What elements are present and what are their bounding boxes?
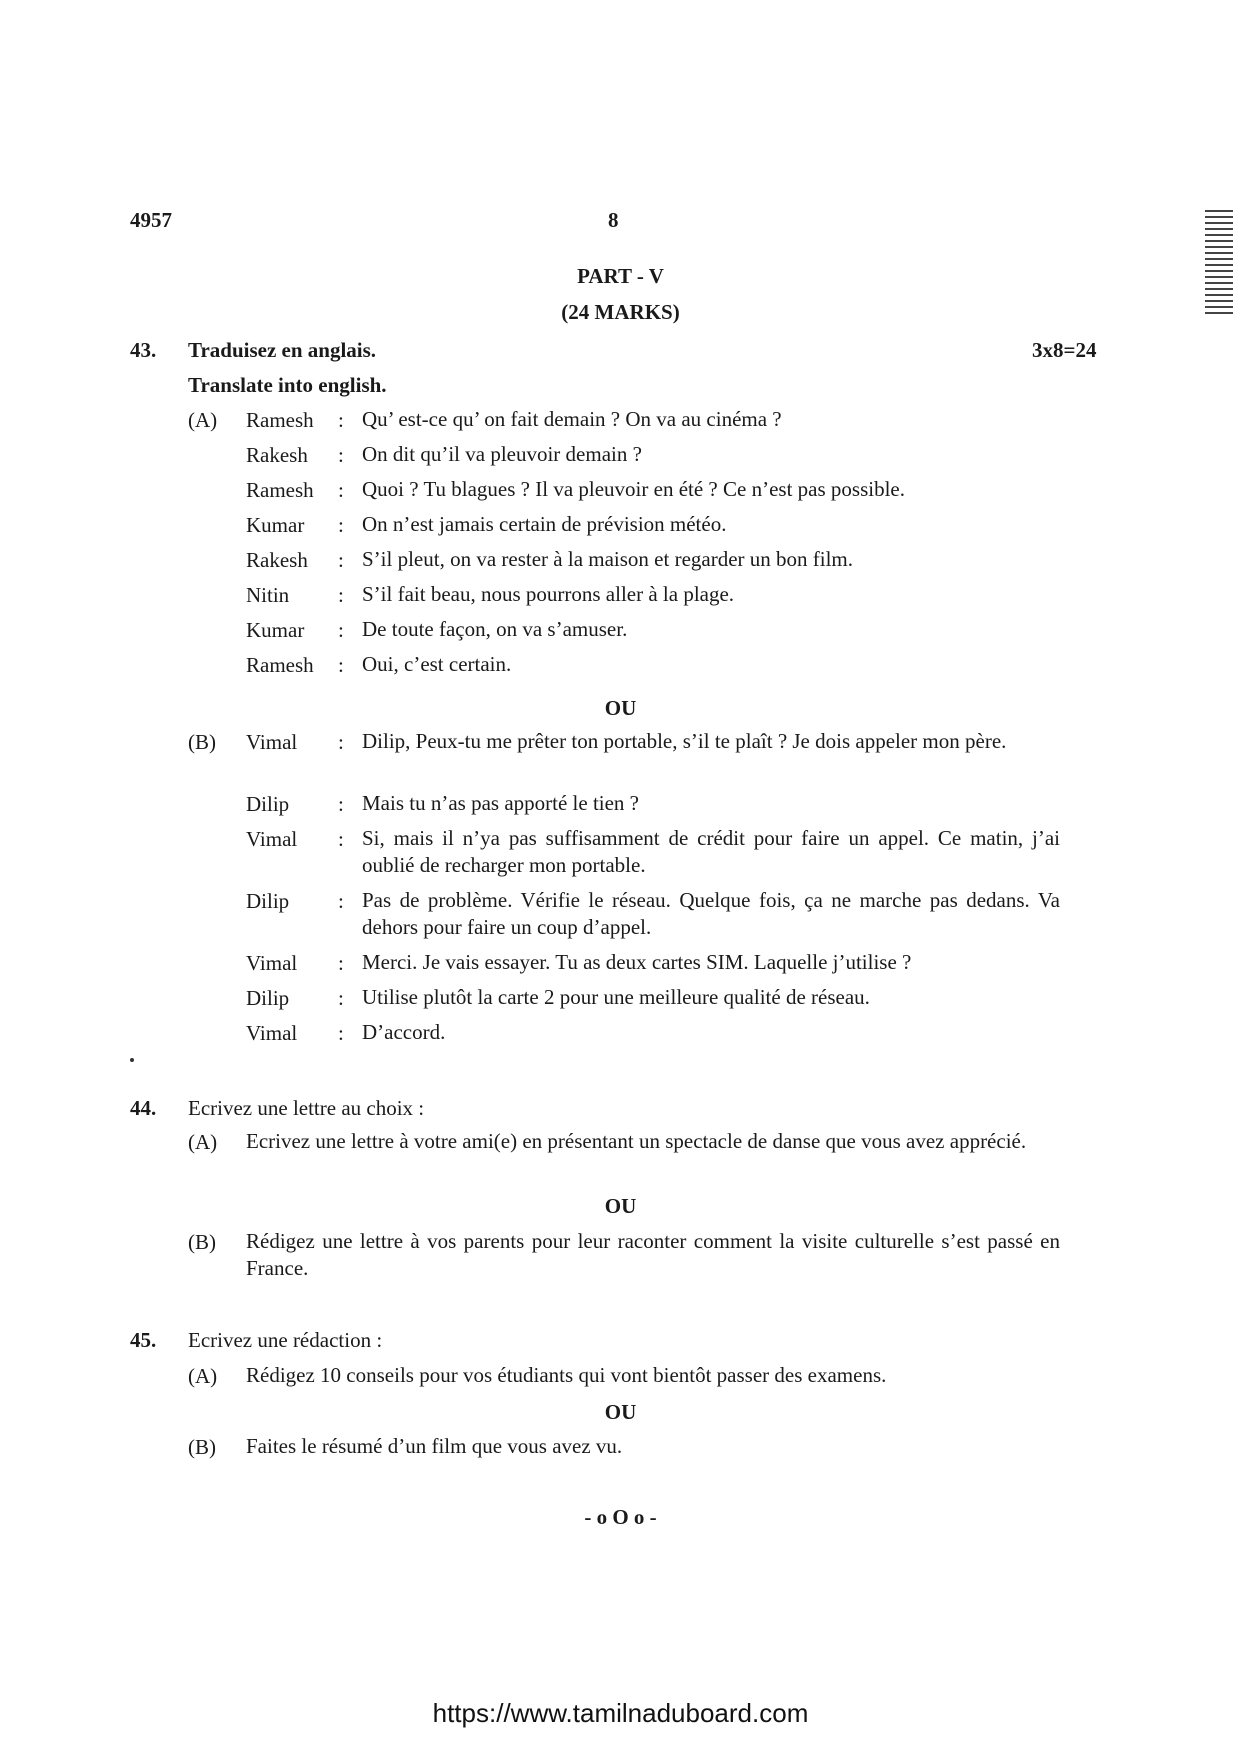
part-marks: (24 MARKS)	[561, 300, 680, 324]
speaker-name: Dilip	[246, 889, 290, 913]
speaker-name: Vimal	[246, 827, 298, 851]
dialogue-line: Merci. Je vais essayer. Tu as deux cartes SIM. Laquelle j’utilise ?	[362, 950, 912, 974]
q43-or: OU	[604, 696, 637, 720]
q44-title: Ecrivez une lettre au choix :	[188, 1096, 425, 1120]
speaker-name: Ramesh	[246, 478, 314, 502]
page-number: 8	[608, 208, 619, 232]
speaker-colon: :	[338, 986, 344, 1010]
q45-number: 45.	[130, 1328, 157, 1352]
dialogue-line: Oui, c’est certain.	[362, 652, 512, 676]
dialogue-line: Quoi ? Tu blagues ? Il va pleuvoir en été ? Ce n’est pas possible.	[362, 477, 905, 501]
speaker-colon: :	[338, 478, 344, 502]
dialogue-line: S’il pleut, on va rester à la maison et regarder un bon film.	[362, 547, 854, 571]
speaker-name: Vimal	[246, 1021, 298, 1045]
speaker-colon: :	[338, 408, 344, 432]
speaker-colon: :	[338, 792, 344, 816]
part-title: PART - V	[577, 264, 664, 288]
dialogue-line: Dilip, Peux-tu me prêter ton portable, s’il te plaît ? Je dois appeler mon père.	[362, 729, 1007, 753]
dialogue-line: Si, mais il n’ya pas suffisamment de crédit pour faire un appel. Ce matin, j’ai oublié de recharger mon portable.	[362, 826, 1060, 877]
dialogue-line: Utilise plutôt la carte 2 pour une meilleure qualité de réseau.	[362, 985, 870, 1009]
q45-or: OU	[604, 1400, 637, 1424]
speaker-name: Vimal	[246, 951, 298, 975]
q44-a-text: Ecrivez une lettre à votre ami(e) en présentant un spectacle de danse que vous avez apprécié.	[246, 1129, 1027, 1153]
q43-a-label: (A)	[188, 408, 218, 432]
q43-b-label: (B)	[188, 730, 216, 754]
speaker-colon: :	[338, 951, 344, 975]
speaker-colon: :	[338, 513, 344, 537]
dialogue-line: De toute façon, on va s’amuser.	[362, 617, 628, 641]
dialogue-line: On dit qu’il va pleuvoir demain ?	[362, 442, 642, 466]
q45-a-label: (A)	[188, 1364, 218, 1388]
q45-b-text: Faites le résumé d’un film que vous avez vu.	[246, 1434, 623, 1458]
speaker-colon: :	[338, 548, 344, 572]
q43-title-fr: Traduisez en anglais.	[188, 338, 377, 362]
q44-b-text: Rédigez une lettre à vos parents pour leur raconter comment la visite culturelle s’est passé en France.	[246, 1229, 1060, 1280]
speaker-colon: :	[338, 583, 344, 607]
speaker-colon: :	[338, 889, 344, 913]
paper-code: 4957	[130, 208, 172, 232]
speaker-colon: :	[338, 827, 344, 851]
q43-number: 43.	[130, 338, 157, 362]
speaker-colon: :	[338, 653, 344, 677]
speaker-colon: :	[338, 730, 344, 754]
speaker-name: Ramesh	[246, 408, 314, 432]
speaker-name: Dilip	[246, 986, 290, 1010]
speaker-name: Kumar	[246, 618, 305, 642]
speaker-name: Vimal	[246, 730, 298, 754]
q45-title: Ecrivez une rédaction :	[188, 1328, 383, 1352]
q45-a-text: Rédigez 10 conseils pour vos étudiants qui vont bientôt passer des examens.	[246, 1363, 887, 1387]
q43-title-en: Translate into english.	[188, 373, 387, 397]
speaker-name: Rakesh	[246, 548, 308, 572]
speaker-name: Ramesh	[246, 653, 314, 677]
dialogue-line: Pas de problème. Vérifie le réseau. Quelque fois, ça ne marche pas dedans. Va dehors pour faire un coup d’appel.	[362, 888, 1060, 939]
speaker-name: Nitin	[246, 583, 290, 607]
speaker-colon: :	[338, 1021, 344, 1045]
q44-or: OU	[604, 1194, 637, 1218]
speaker-name: Dilip	[246, 792, 290, 816]
speaker-name: Kumar	[246, 513, 305, 537]
q44-a-label: (A)	[188, 1130, 218, 1154]
speaker-colon: :	[338, 618, 344, 642]
speaker-name: Rakesh	[246, 443, 308, 467]
footer-url[interactable]: https://www.tamilnaduboard.com	[432, 1698, 809, 1728]
q43-marks: 3x8=24	[1032, 338, 1097, 362]
dialogue-line: D’accord.	[362, 1020, 446, 1044]
stray-dot	[130, 1058, 134, 1062]
end-mark: - o O o -	[584, 1505, 657, 1529]
q44-number: 44.	[130, 1096, 157, 1120]
dialogue-line: On n’est jamais certain de prévision météo.	[362, 512, 727, 536]
dialogue-line: Mais tu n’as pas apporté le tien ?	[362, 791, 639, 815]
q44-b-label: (B)	[188, 1230, 216, 1254]
q45-b-label: (B)	[188, 1435, 216, 1459]
dialogue-line: S’il fait beau, nous pourrons aller à la plage.	[362, 582, 735, 606]
dialogue-line: Qu’ est-ce qu’ on fait demain ? On va au cinéma ?	[362, 407, 782, 431]
speaker-colon: :	[338, 443, 344, 467]
